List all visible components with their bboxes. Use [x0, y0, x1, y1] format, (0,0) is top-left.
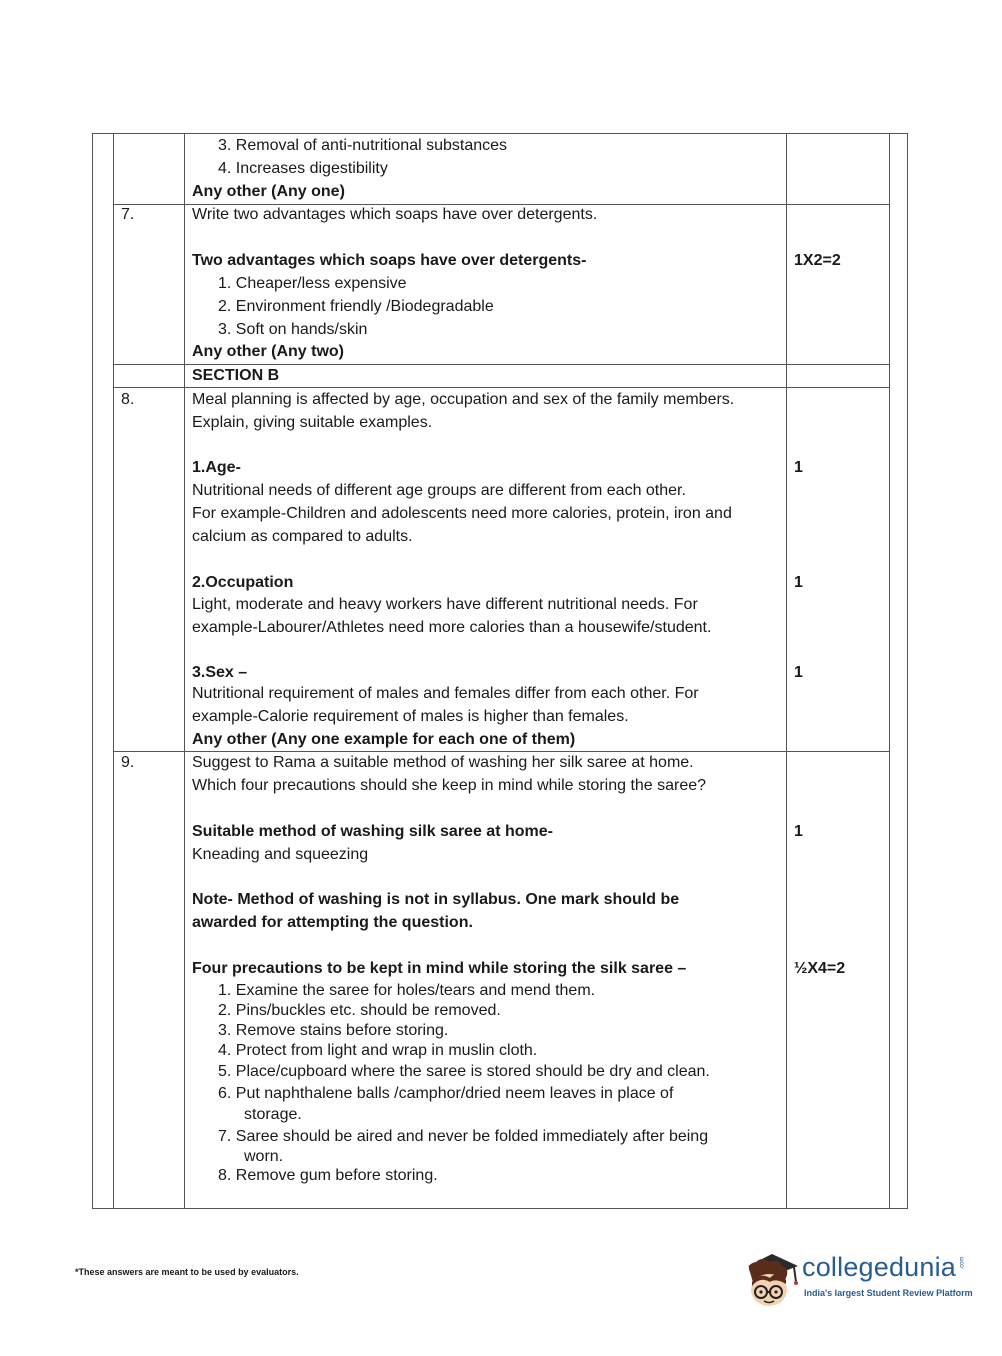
logo-suffix: .com — [959, 1256, 966, 1270]
answer-line: Suggest to Rama a suitable method of washing her silk saree at home. — [192, 754, 694, 771]
answer-line: 4. Increases digestibility — [218, 160, 388, 177]
footer-note: *These answers are meant to be used by evaluators. — [75, 1267, 299, 1277]
answer-heading: Suitable method of washing silk saree at home- — [192, 823, 553, 840]
answer-line: example-Calorie requirement of males is higher than females. — [192, 708, 629, 725]
answer-line: Meal planning is affected by age, occupation and sex of the family members. — [192, 391, 735, 408]
marks-cell: 1 — [794, 574, 803, 591]
answer-heading: 2.Occupation — [192, 574, 294, 591]
answer-line: calcium as compared to adults. — [192, 528, 413, 545]
mascot-icon — [742, 1248, 800, 1312]
answer-line: 2. Pins/buckles etc. should be removed. — [218, 1002, 501, 1019]
answer-heading: SECTION B — [192, 367, 280, 384]
marks-cell: 1X2=2 — [794, 252, 841, 269]
answer-line: 7. Saree should be aired and never be folded immediately after being — [218, 1128, 709, 1145]
answer-line: Light, moderate and heavy workers have different nutritional needs. For — [192, 596, 698, 613]
answer-line: For example-Children and adolescents need more calories, protein, iron and — [192, 505, 732, 522]
answer-heading: Any other (Any one) — [192, 183, 345, 200]
answer-heading: Note- Method of washing is not in syllabus. One mark should be — [192, 891, 680, 908]
answer-line: Which four precautions should she keep in mind while storing the saree? — [192, 777, 707, 794]
collegedunia-logo — [742, 1248, 974, 1312]
answer-line: example-Labourer/Athletes need more calories than a housewife/student. — [192, 619, 712, 636]
table-divider — [184, 134, 185, 1208]
answer-line: storage. — [244, 1106, 302, 1123]
answer-line: 4. Protect from light and wrap in muslin cloth. — [218, 1042, 538, 1059]
answer-line: Nutritional requirement of males and females differ from each other. For — [192, 685, 699, 702]
question-number: 9. — [121, 754, 135, 771]
answer-heading: Any other (Any one example for each one of them) — [192, 731, 576, 748]
answer-heading: 1.Age- — [192, 459, 241, 476]
question-number: 7. — [121, 206, 135, 223]
logo-tagline: India's largest Student Review Platform — [804, 1288, 973, 1298]
answer-line: 3. Removal of anti-nutritional substances — [218, 137, 508, 154]
answer-heading: awarded for attempting the question. — [192, 914, 473, 931]
answer-line: 3. Soft on hands/skin — [218, 321, 368, 338]
answer-line: 1. Examine the saree for holes/tears and mend them. — [218, 982, 596, 999]
answer-line: 1. Cheaper/less expensive — [218, 275, 407, 292]
answer-line: Explain, giving suitable examples. — [192, 414, 433, 431]
question-number: 8. — [121, 391, 135, 408]
marks-cell: 1 — [794, 823, 803, 840]
answer-line: 5. Place/cupboard where the saree is stored should be dry and clean. — [218, 1063, 710, 1080]
answer-line: Kneading and squeezing — [192, 846, 369, 863]
table-divider — [113, 134, 114, 1208]
table-divider — [786, 134, 787, 1208]
marks-cell: 1 — [794, 459, 803, 476]
marks-cell: ½X4=2 — [794, 960, 846, 977]
answer-line: 2. Environment friendly /Biodegradable — [218, 298, 494, 315]
answer-line: 8. Remove gum before storing. — [218, 1167, 438, 1184]
row-divider — [113, 364, 890, 365]
marks-cell: 1 — [794, 664, 803, 681]
answer-line: 3. Remove stains before storing. — [218, 1022, 449, 1039]
answer-heading: Two advantages which soaps have over detergents- — [192, 252, 587, 269]
answer-line: Write two advantages which soaps have over detergents. — [192, 206, 598, 223]
answer-line: 6. Put naphthalene balls /camphor/dried neem leaves in place of — [218, 1085, 674, 1102]
logo-wordmark: collegedunia — [802, 1252, 957, 1282]
answer-line: worn. — [244, 1148, 284, 1165]
answer-heading: Four precautions to be kept in mind while storing the silk saree – — [192, 960, 687, 977]
answer-heading: 3.Sex – — [192, 664, 248, 681]
answer-heading: Any other (Any two) — [192, 343, 344, 360]
row-divider — [113, 751, 890, 752]
row-divider — [113, 387, 890, 388]
answer-line: Nutritional needs of different age groups are different from each other. — [192, 482, 686, 499]
table-divider — [889, 134, 890, 1208]
